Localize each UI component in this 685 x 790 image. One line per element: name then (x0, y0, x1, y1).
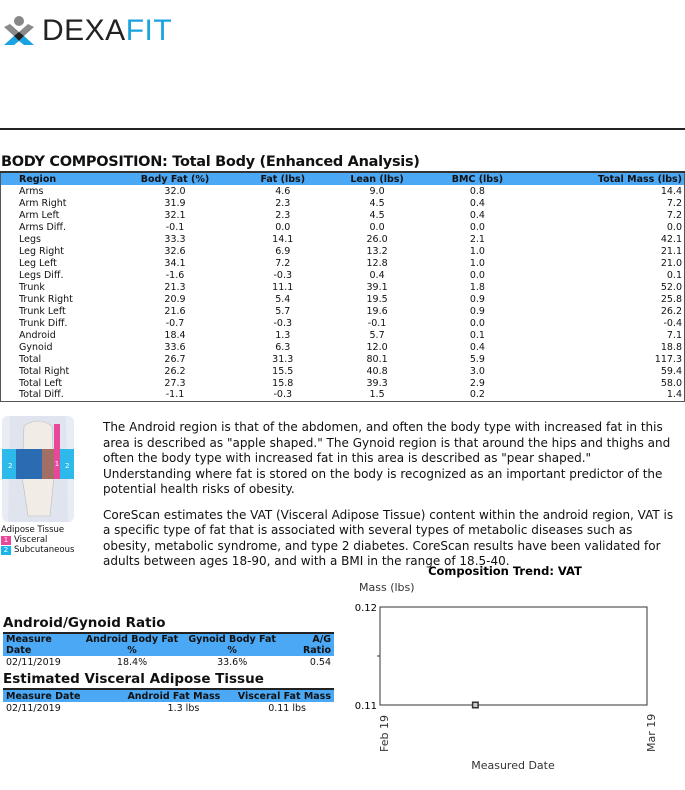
cell: 11.1 (272, 281, 294, 293)
svg-text:1: 1 (54, 460, 60, 468)
cell: 0.2 (469, 389, 485, 401)
chart-title: Composition Trend: VAT (428, 564, 582, 578)
cell: -0.3 (273, 269, 293, 281)
cell: 1.3 (275, 329, 291, 341)
cell: 26.2 (660, 305, 682, 317)
cell: 1.3 lbs (167, 703, 200, 714)
data-point-inner (473, 703, 477, 707)
cell: 2.9 (469, 377, 485, 389)
table-row (1, 245, 685, 257)
cell: 15.5 (272, 365, 294, 377)
region-cell: Trunk (19, 281, 45, 293)
table-row (1, 341, 685, 353)
cell: 14.1 (272, 233, 294, 245)
x-axis-label: Measured Date (471, 759, 555, 772)
legend-item-visceral (1, 535, 74, 545)
table-row (1, 197, 685, 209)
cell: 1.4 (666, 389, 682, 401)
cell: 31.3 (272, 353, 294, 365)
cell: 4.5 (369, 197, 385, 209)
col-header: Measure Date (3, 689, 113, 702)
col-header: Region (1, 172, 111, 185)
col-header: Gynoid Body Fat % (183, 633, 281, 656)
region-cell: Leg Left (19, 257, 57, 269)
table-row (1, 209, 685, 221)
cell: -0.3 (273, 389, 293, 401)
cell: 1.8 (469, 281, 485, 293)
cell: 32.1 (164, 209, 186, 221)
cell: 33.6 (164, 341, 186, 353)
cell: 0.9 (469, 305, 485, 317)
cell: 80.1 (366, 353, 388, 365)
cell: 32.6 (164, 245, 186, 257)
cell: 14.4 (660, 185, 682, 197)
cell: 9.0 (369, 185, 385, 197)
region-cell: Arms Diff. (19, 221, 66, 233)
col-header: BMC (lbs) (428, 172, 527, 185)
vat-table (3, 688, 334, 715)
table-row (1, 305, 685, 317)
plot-area (380, 607, 647, 705)
cell: 31.9 (164, 197, 186, 209)
cell: 0.0 (275, 221, 291, 233)
region-cell: Android (19, 329, 56, 341)
table-row (1, 317, 685, 329)
cell: 0.0 (469, 269, 485, 281)
table-row (1, 233, 685, 245)
legend-swatch: 1 (1, 536, 11, 545)
region-cell: Legs Diff. (19, 269, 64, 281)
cell: 18.8 (660, 341, 682, 353)
cell: 0.0 (369, 221, 385, 233)
cell: 12.8 (366, 257, 388, 269)
cell: 13.2 (366, 245, 388, 257)
table-row (1, 257, 685, 269)
col-header: Android Fat Mass (113, 689, 223, 702)
table-row (1, 281, 685, 293)
cell: 19.6 (366, 305, 388, 317)
cell: 2.3 (275, 197, 291, 209)
cell: 18.4 (164, 329, 186, 341)
cell: 18.4% (116, 657, 148, 668)
cell: 58.0 (660, 377, 682, 389)
y-tick-label: 0.11 (354, 701, 377, 712)
x-tick-label: Feb 19 (378, 715, 391, 752)
cell: 1.0 (469, 245, 485, 257)
cell: 26.0 (366, 233, 388, 245)
table-row (3, 702, 334, 715)
col-header: Measure Date (3, 633, 81, 656)
vat-title: Estimated Visceral Adipose Tissue (3, 671, 264, 687)
cell: 32.0 (164, 185, 186, 197)
composition-table (0, 171, 685, 402)
table-row (1, 365, 685, 377)
cell: 0.9 (469, 293, 485, 305)
region-cell: Gynoid (19, 341, 53, 353)
cell: 0.1 (666, 269, 682, 281)
divider (0, 128, 685, 130)
cell: 7.2 (666, 209, 682, 221)
cell: 0.11 lbs (268, 703, 306, 714)
cell: -0.7 (165, 317, 185, 329)
paragraph-corescan: CoreScan estimates the VAT (Visceral Adipose Tissue) content within the android region, VAT is a specific type of fat that is associated with several types of metabolic diseases such as obesity, metabolic syndrome, and type 2 diabetes. CoreScan results have been validated for adults between ages 18-90, and with a BMI in the range of 18.5-40. (103, 507, 674, 568)
col-header: Android Body Fat % (81, 633, 184, 656)
cell: 40.8 (366, 365, 388, 377)
cell: -0.3 (273, 317, 293, 329)
logo-text: DEXA (42, 14, 126, 47)
region-cell: Trunk Right (19, 293, 73, 305)
cell: 0.4 (469, 197, 485, 209)
cell: 5.9 (469, 353, 485, 365)
table-row (1, 221, 685, 233)
cell: 0.4 (469, 341, 485, 353)
cell: 39.3 (366, 377, 388, 389)
cell: 34.1 (164, 257, 186, 269)
paragraph-android-gynoid: The Android region is that of the abdomen, and often the body type with increased fat in this area is described as "apple shaped." The Gynoid region is that around the hips and thighs and often the body type with increased fat in this area is described as "pear shaped." Understanding where fat is stored on the body is recognized as an important predictor of the potential health risks of obesity. (103, 420, 671, 496)
section-title: BODY COMPOSITION: Total Body (Enhanced Analysis) (1, 154, 420, 170)
adipose-figure (2, 416, 74, 522)
cell: 19.5 (366, 293, 388, 305)
cell: 117.3 (654, 353, 682, 365)
cell: 33.3 (164, 233, 186, 245)
cell: 7.1 (666, 329, 682, 341)
y-axis-label: Mass (lbs) (359, 581, 415, 594)
col-header: Visceral Fat Mass (223, 689, 334, 702)
svg-text:2: 2 (8, 462, 13, 470)
ag-ratio-table (3, 632, 334, 669)
cell: 5.7 (275, 305, 291, 317)
cell: 0.0 (666, 221, 682, 233)
svg-text:2: 2 (65, 462, 70, 470)
cell: 21.3 (164, 281, 186, 293)
cell: 2.1 (469, 233, 485, 245)
cell: 21.1 (660, 245, 682, 257)
cell: 0.4 (469, 209, 485, 221)
cell: -0.1 (367, 317, 387, 329)
table-row (1, 353, 685, 365)
legend-label: Subcutaneous (14, 545, 75, 555)
region-cell: Arms (19, 185, 44, 197)
cell: 26.7 (164, 353, 186, 365)
table-row (1, 389, 685, 401)
col-header: A/G Ratio (281, 633, 334, 656)
cell: 12.0 (366, 341, 388, 353)
cell: 2.3 (275, 209, 291, 221)
cell: 0.0 (469, 221, 485, 233)
table-row (3, 656, 334, 669)
cell: 1.5 (369, 389, 385, 401)
cell: 0.4 (369, 269, 385, 281)
cell: 0.0 (469, 317, 485, 329)
region-cell: Total (19, 353, 42, 365)
cell: 7.2 (666, 197, 682, 209)
cell: -0.4 (663, 317, 682, 329)
legend-swatch: 2 (1, 546, 11, 555)
region-cell: Arm Left (19, 209, 60, 221)
cell: 33.6% (217, 657, 248, 668)
cell: 3.0 (469, 365, 485, 377)
table-row (1, 293, 685, 305)
cell: 39.1 (366, 281, 388, 293)
cell: 15.8 (272, 377, 294, 389)
x-tick-label: Mar 19 (645, 713, 658, 752)
region-cell: Legs (19, 233, 41, 245)
cell: 21.0 (660, 257, 682, 269)
cell: 5.4 (275, 293, 291, 305)
cell: 59.4 (660, 365, 682, 377)
legend-label: Visceral (14, 535, 48, 545)
vat-trend-chart (340, 560, 685, 780)
col-header: Body Fat (%) (111, 172, 240, 185)
cell: 0.8 (469, 185, 485, 197)
cell: -0.1 (165, 221, 185, 233)
cell: 02/11/2019 (6, 703, 61, 714)
cell: 21.6 (164, 305, 186, 317)
table-row (1, 269, 685, 281)
col-header: Total Mass (lbs) (527, 172, 685, 185)
table-row (1, 329, 685, 341)
cell: 4.6 (275, 185, 291, 197)
figure-legend (1, 525, 74, 555)
table-row (1, 185, 685, 197)
col-header: Fat (lbs) (240, 172, 327, 185)
region-cell: Trunk Diff. (19, 317, 68, 329)
cell: 52.0 (660, 281, 682, 293)
cell: 4.5 (369, 209, 385, 221)
cell: 25.8 (660, 293, 682, 305)
cell: 42.1 (660, 233, 682, 245)
cell: 5.7 (369, 329, 385, 341)
ag-ratio-title: Android/Gynoid Ratio (3, 615, 166, 631)
region-cell: Trunk Left (19, 305, 66, 317)
cell: 20.9 (164, 293, 186, 305)
cell: 1.0 (469, 257, 485, 269)
cell: 0.54 (309, 657, 331, 668)
y-tick-label: 0.12 (354, 603, 377, 614)
cell: 02/11/2019 (6, 657, 61, 668)
cell: -1.6 (165, 269, 185, 281)
legend-item-subcutaneous (1, 545, 74, 555)
table-row (1, 377, 685, 389)
logo-text-accent: FIT (125, 14, 173, 47)
col-header: Lean (lbs) (326, 172, 428, 185)
cell: 27.3 (164, 377, 186, 389)
cell: 6.3 (275, 341, 291, 353)
region-cell: Total Right (19, 365, 70, 377)
cell: 26.2 (164, 365, 186, 377)
logo-icon (2, 15, 36, 47)
description (103, 420, 683, 580)
logo (2, 14, 172, 48)
cell: 0.1 (469, 329, 485, 341)
region-cell: Arm Right (19, 197, 67, 209)
region-cell: Total Left (19, 377, 63, 389)
cell: 7.2 (275, 257, 291, 269)
region-cell: Leg Right (19, 245, 65, 257)
legend-title: Adipose Tissue (1, 525, 65, 535)
region-cell: Total Diff. (19, 389, 64, 401)
cell: 6.9 (275, 245, 291, 257)
cell: -1.1 (165, 389, 185, 401)
